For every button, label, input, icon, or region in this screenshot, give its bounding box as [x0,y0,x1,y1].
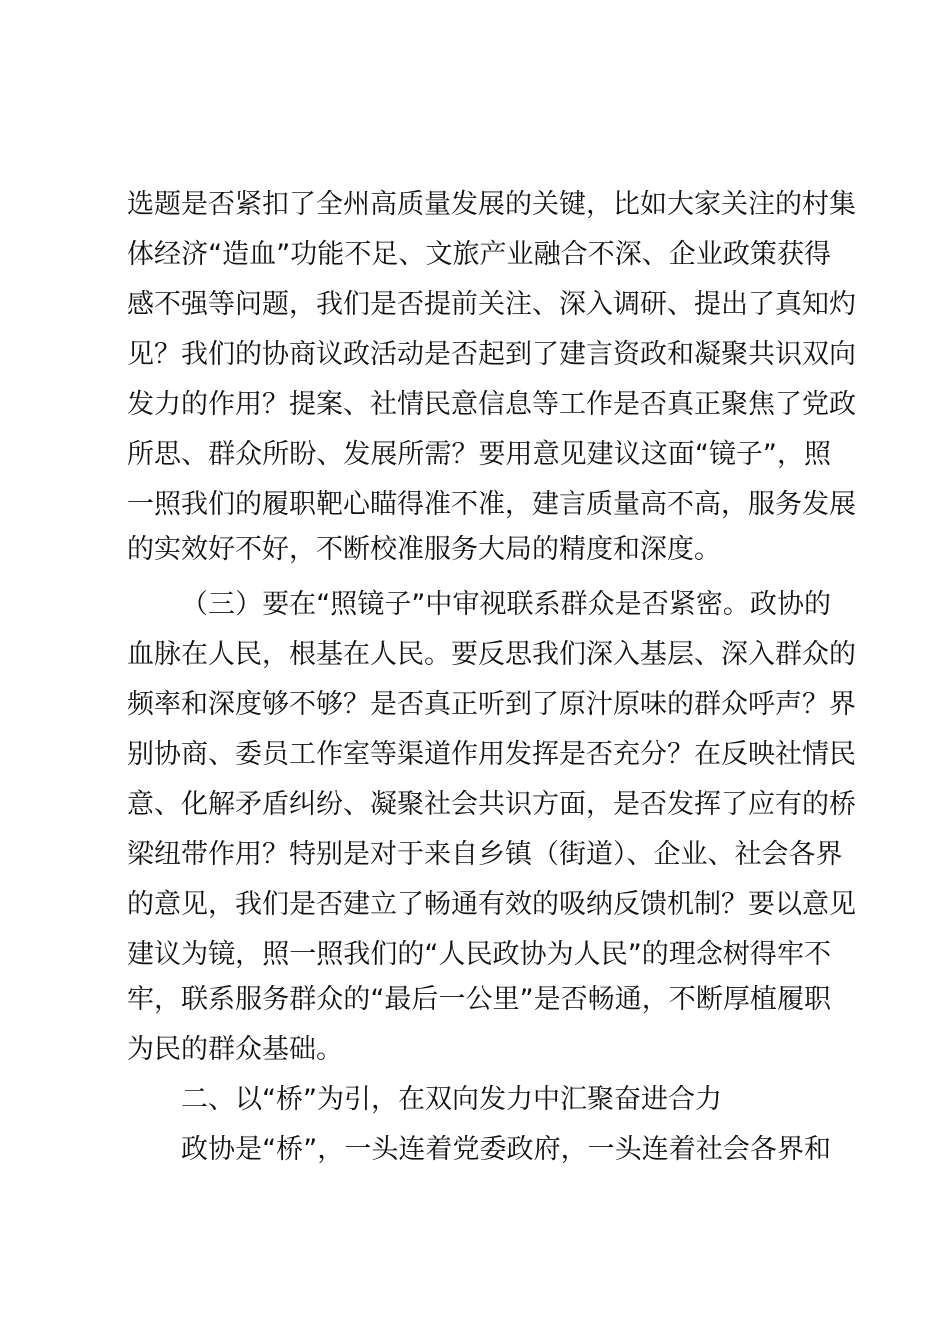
paragraph-line: 为民的群众基础。 [127,1034,343,1065]
paragraph-line: 见？我们的协商议政活动是否起到了建言资政和凝聚共识双向 [127,339,856,370]
paragraph-line: 发力的作用？提案、社情民意信息等工作是否真正聚焦了党政 [127,389,856,420]
paragraph-line: 的实效好不好，不断校准服务大局的精度和深度。 [127,534,721,565]
paragraph-line: 的意见，我们是否建立了畅通有效的吸纳反馈机制？要以意见 [127,889,856,920]
paragraph-line: 建议为镜，照一照我们的“人民政协为人民”的理念树得牢不 [127,939,831,970]
paragraph-line: 梁纽带作用？特别是对于来自乡镇（街道）、企业、社会各界 [127,839,843,870]
section-heading-line: （三）要在“照镜子”中审视联系群众是否紧密。政协的 [181,589,831,620]
paragraph-line: 一照我们的履职靶心瞄得准不准，建言质量高不高，服务发展 [127,489,856,520]
paragraph-line: 选题是否紧扣了全州高质量发展的关键，比如大家关注的村集 [127,189,856,220]
paragraph-line: 所思、群众所盼、发展所需？要用意见建议这面“镜子”，照 [127,439,831,470]
paragraph-line: 别协商、委员工作室等渠道作用发挥是否充分？在反映社情民 [127,739,856,770]
section-heading: 二、以“桥”为引，在双向发力中汇聚奋进合力 [181,1084,722,1115]
paragraph-line: 体经济“造血”功能不足、文旅产业融合不深、企业政策获得 [127,239,831,270]
paragraph-line: 感不强等问题，我们是否提前关注、深入调研、提出了真知灼 [127,289,856,320]
paragraph-line: 牢，联系服务群众的“最后一公里”是否畅通，不断厚植履职 [127,984,831,1015]
paragraph-line: 频率和深度够不够？是否真正听到了原汁原味的群众呼声？界 [127,689,856,720]
paragraph-line: 政协是“桥”，一头连着党委政府，一头连着社会各界和 [181,1134,831,1165]
paragraph-line: 意、化解矛盾纠纷、凝聚社会共识方面，是否发挥了应有的桥 [127,789,856,820]
paragraph-line: 血脉在人民，根基在人民。要反思我们深入基层、深入群众的 [127,639,856,670]
